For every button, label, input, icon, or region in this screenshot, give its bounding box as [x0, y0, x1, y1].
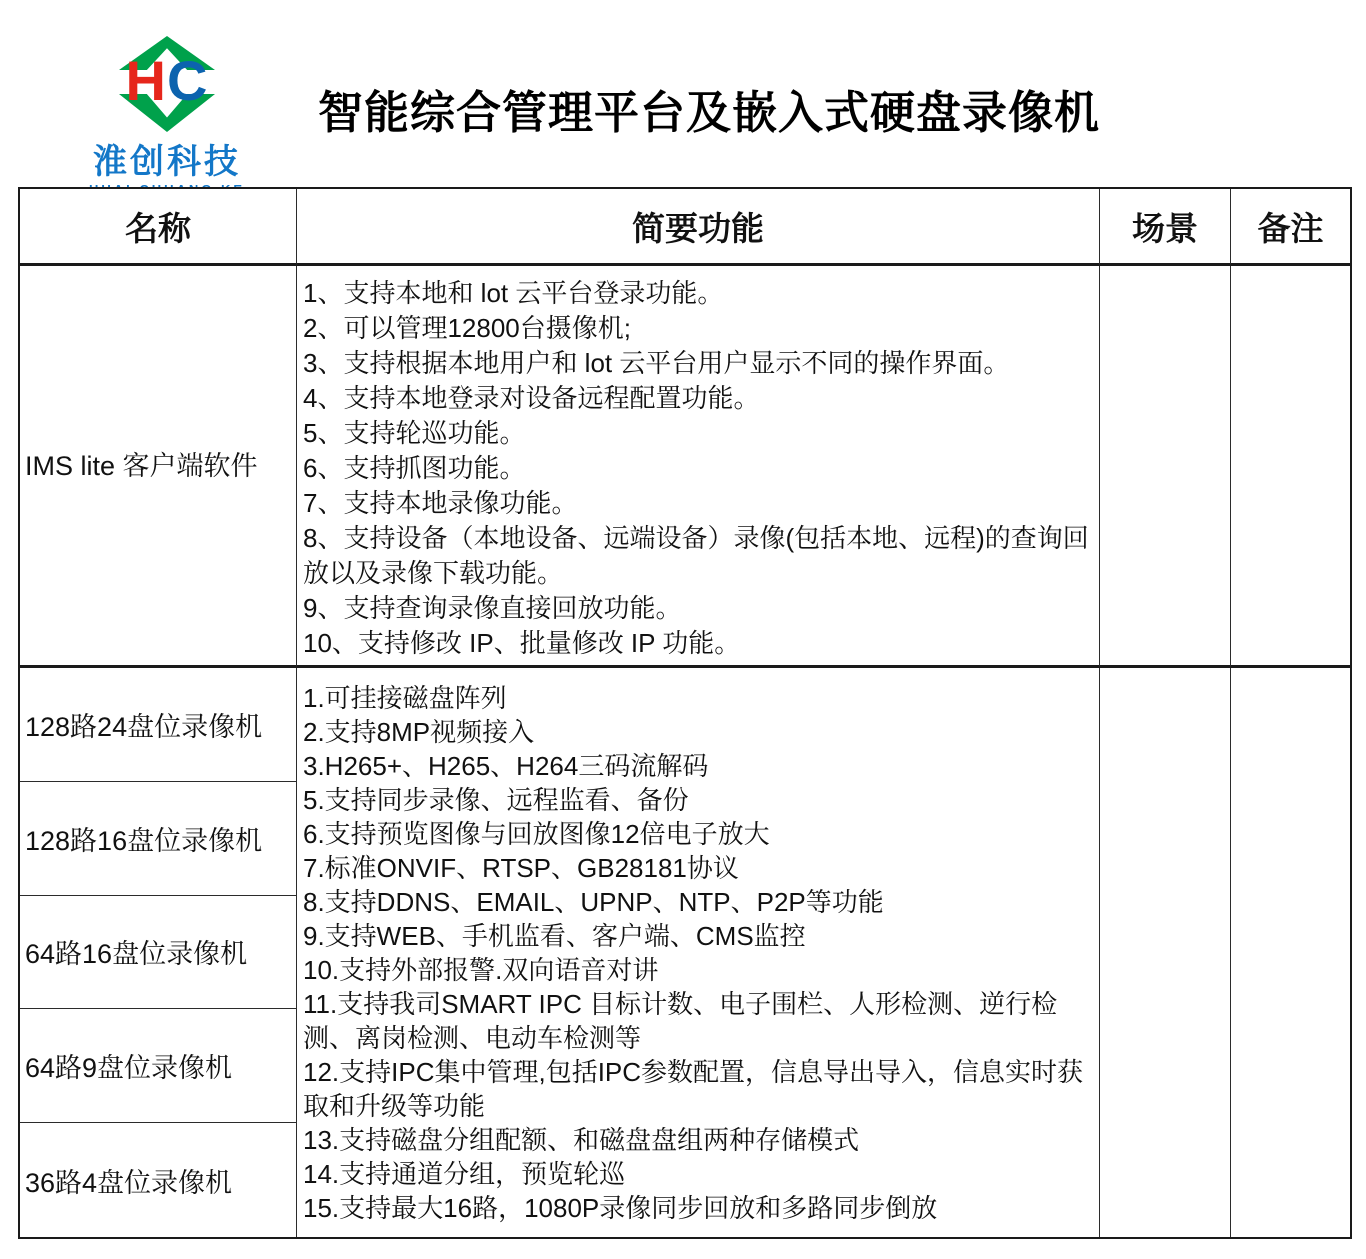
feature-line: 9、支持查询录像直接回放功能。 [303, 593, 682, 623]
company-logo [78, 28, 256, 212]
feature-line: 1、支持本地和 lot 云平台登录功能。 [303, 278, 724, 308]
feature-line: 1.可挂接磁盘阵列 [303, 682, 507, 713]
recorder-name-column [20, 668, 297, 1237]
feature-line: 15.支持最大16路，1080P录像同步回放和多路同步倒放 [303, 1192, 938, 1223]
logo-letter-c: C [167, 49, 209, 112]
company-name-cn: 淮创科技 [93, 143, 241, 181]
feature-line: 10.支持外部报警.双向语音对讲 [303, 954, 659, 985]
header-remark: 备注 [1231, 189, 1350, 266]
feature-line: 3、支持根据本地用户和 lot 云平台用户显示不同的操作界面。 [303, 348, 1010, 378]
header-scene: 场景 [1100, 189, 1231, 266]
feature-line: 2.支持8MP视频接入 [303, 716, 535, 747]
logo-monogram [78, 50, 256, 112]
feature-line: 6、支持抓图功能。 [303, 453, 526, 483]
header-name: 名称 [20, 189, 297, 266]
feature-line: 5.支持同步录像、远程监看、备份 [303, 784, 689, 815]
feature-line: 4、支持本地登录对设备远程配置功能。 [303, 383, 760, 413]
product-name-recorder: 64路9盘位录像机 [20, 1009, 296, 1123]
product-name-recorder: 64路16盘位录像机 [20, 896, 296, 1010]
feature-line: 9.支持WEB、手机监看、客户端、CMS监控 [303, 920, 806, 951]
header-functions: 简要功能 [297, 189, 1100, 266]
page-title: 智能综合管理平台及嵌入式硬盘录像机 [318, 87, 1101, 138]
feature-line: 8.支持DDNS、EMAIL、UPNP、NTP、P2P等功能 [303, 886, 884, 917]
features-ims-lite [297, 266, 1100, 668]
feature-line: 3.H265+、H265、H264三码流解码 [303, 750, 709, 781]
logo-letter-h: H [125, 49, 167, 112]
remark-cell-recorders [1231, 668, 1350, 1237]
feature-line: 5、支持轮巡功能。 [303, 418, 526, 448]
feature-line: 14.支持通道分组，预览轮巡 [303, 1158, 626, 1189]
feature-line: 13.支持磁盘分组配额、和磁盘盘组两种存储模式 [303, 1124, 860, 1155]
feature-line: 7、支持本地录像功能。 [303, 488, 578, 518]
features-table [18, 187, 1352, 1239]
feature-line: 2、可以管理12800台摄像机; [303, 313, 631, 343]
product-name-ims-lite: IMS lite 客户端软件 [20, 266, 297, 668]
product-name-recorder: 128路24盘位录像机 [20, 668, 296, 782]
feature-line: 11.支持我司SMART IPC 目标计数、电子围栏、人形检测、逆行检测、离岗检测、电动车检测等 [303, 988, 1058, 1053]
feature-line: 10、支持修改 IP、批量修改 IP 功能。 [303, 628, 741, 658]
feature-line: 7.标准ONVIF、RTSP、GB28181协议 [303, 852, 739, 883]
feature-line: 12.支持IPC集中管理,包括IPC参数配置，信息导出导入，信息实时获取和升级等功能 [303, 1056, 1084, 1121]
logo-diamond [78, 28, 256, 140]
feature-line: 6.支持预览图像与回放图像12倍电子放大 [303, 818, 770, 849]
product-name-recorder: 128路16盘位录像机 [20, 782, 296, 896]
feature-line: 8、支持设备（本地设备、远端设备）录像(包括本地、远程)的查询回放以及录像下载功能。 [303, 523, 1089, 588]
scene-cell-recorders [1100, 668, 1231, 1237]
remark-cell-ims-lite [1231, 266, 1350, 668]
product-name-recorder: 36路4盘位录像机 [25, 1167, 233, 1198]
features-recorders [297, 668, 1100, 1237]
scene-cell-ims-lite [1100, 266, 1231, 668]
